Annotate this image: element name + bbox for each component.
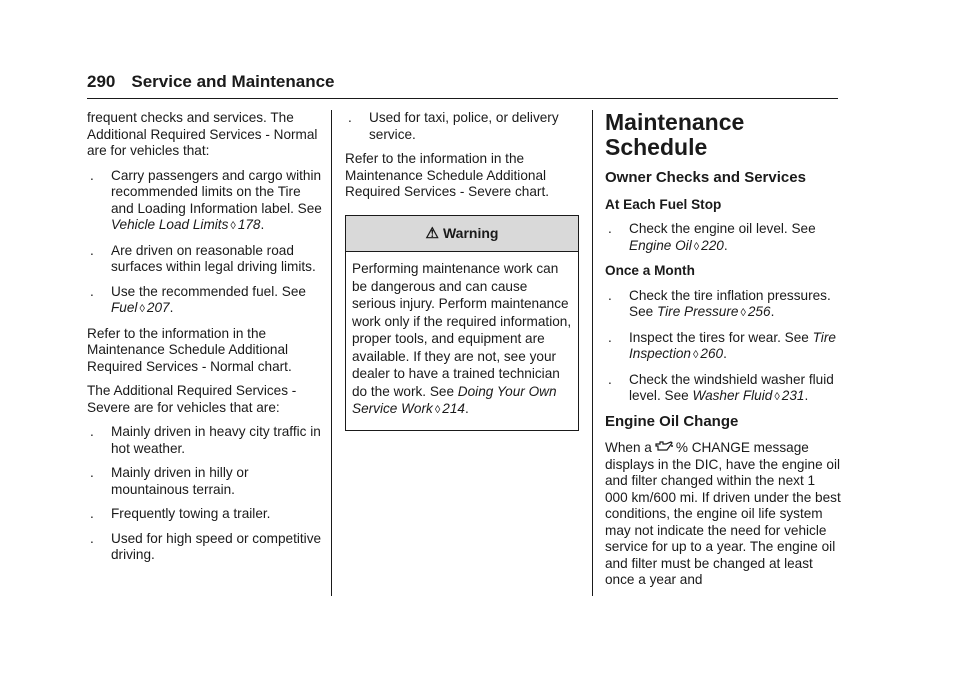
list-item: . Check the windshield washer fluid level. See Washer Fluid ◊ 231. bbox=[605, 372, 841, 406]
bullet: . bbox=[90, 465, 94, 480]
bullet: . bbox=[608, 287, 612, 303]
warning-header bbox=[346, 216, 578, 253]
paragraph: Refer to the information in the Maintenance Schedule Additional Required Services - Severe chart. bbox=[345, 151, 549, 199]
cross-reference-link[interactable]: Vehicle Load Limits bbox=[111, 217, 229, 232]
page-reference[interactable]: 260 bbox=[700, 346, 724, 361]
cross-reference-link[interactable]: Washer Fluid bbox=[692, 388, 773, 403]
oil-change-body: displays in the DIC, have the engine oil and filter changed within the next 1 000 km/600 mi. If driven under the best conditions, the engine oil life system may not indicate the need for vehicle service for up to a year. The engine oil and filter must be changed at least once a year and bbox=[605, 456, 841, 587]
oil-change-paragraph: When a % CHANGE message bbox=[605, 440, 809, 455]
subsection-heading: Once a Month bbox=[605, 263, 695, 278]
header-rule bbox=[87, 98, 838, 99]
column-2 bbox=[345, 110, 579, 431]
page-arrow-icon: ◊ bbox=[693, 240, 700, 253]
section-heading: Engine Oil Change bbox=[605, 412, 739, 430]
section-title: Service and Maintenance bbox=[131, 72, 335, 91]
page-arrow-icon: ◊ bbox=[692, 349, 699, 361]
section-heading: Owner Checks and Services bbox=[605, 169, 806, 186]
cross-reference-link[interactable]: Doing Your Own Service Work bbox=[352, 383, 557, 416]
cross-reference-link[interactable]: Engine Oil bbox=[629, 237, 692, 253]
cross-reference-link[interactable]: Tire Pressure bbox=[656, 304, 739, 319]
bullet: . bbox=[90, 167, 94, 183]
page-reference[interactable]: 220 bbox=[701, 237, 724, 253]
list-item: . Are driven on reasonable road surfaces within legal driving limits. bbox=[87, 243, 323, 276]
column-divider bbox=[331, 110, 332, 596]
list-item: . Used for high speed or competitive driving. bbox=[87, 531, 323, 564]
list-item: . Carry passengers and cargo within recommended limits on the Tire and Loading Information label. See Vehicle Load Limits ◊ 178. bbox=[87, 168, 323, 235]
page-arrow-icon: ◊ bbox=[774, 391, 780, 403]
paragraph: The Additional Required Services - Severe are for vehicles that are: bbox=[87, 383, 297, 415]
bullet: . bbox=[608, 329, 612, 345]
bullet: . bbox=[90, 283, 94, 299]
bullet: . bbox=[608, 371, 612, 387]
column-divider bbox=[592, 110, 593, 596]
bullet: . bbox=[90, 530, 94, 546]
list-item: . Inspect the tires for wear. See Tire Inspection ◊ 260. bbox=[605, 330, 841, 364]
page-arrow-icon: ◊ bbox=[740, 307, 746, 319]
cross-reference-link[interactable]: Tire Inspection bbox=[629, 329, 836, 361]
bullet: . bbox=[90, 424, 94, 439]
warning-body: Performing maintenance work can be dangerous and can cause serious injury. Perform maintenance work only if the required information, proper tools, and equipment are available. If they are not, see your dealer to have a trained technician do the work. See Doing Your Own Service Work ◊ 214. bbox=[352, 261, 572, 416]
bullet: . bbox=[90, 506, 94, 521]
page-reference[interactable]: 214 bbox=[442, 401, 465, 416]
warning-box bbox=[345, 215, 579, 431]
chapter-heading: Maintenance Schedule bbox=[605, 109, 745, 160]
list-item: . Use the recommended fuel. See Fuel ◊ 207. bbox=[87, 284, 323, 318]
list-item: . Used for taxi, police, or delivery service. bbox=[345, 110, 579, 143]
subsection-heading: At Each Fuel Stop bbox=[605, 196, 722, 212]
list-item: . Check the engine oil level. See Engine Oil ◊ 220. bbox=[605, 221, 841, 255]
page-header bbox=[87, 72, 335, 92]
oil-can-icon bbox=[655, 440, 673, 457]
page-number: 290 bbox=[87, 72, 116, 91]
bullet: . bbox=[608, 221, 612, 236]
column-1 bbox=[87, 110, 323, 572]
bullet: . bbox=[90, 242, 94, 258]
warning-icon: ⚠ bbox=[425, 224, 439, 242]
page-reference[interactable]: 207 bbox=[146, 300, 170, 315]
list-item: . Mainly driven in heavy city traffic in hot weather. bbox=[87, 424, 323, 457]
page-reference[interactable]: 231 bbox=[781, 388, 805, 403]
cross-reference-link[interactable]: Fuel bbox=[111, 300, 138, 315]
column-3 bbox=[605, 110, 841, 597]
page-reference[interactable]: 256 bbox=[747, 304, 771, 319]
paragraph: Refer to the information in the Maintenance Schedule Additional Required Services - Normal chart. bbox=[87, 325, 292, 374]
list-item: . Frequently towing a trailer. bbox=[87, 506, 323, 523]
page-reference[interactable]: 178 bbox=[237, 217, 261, 232]
page-arrow-icon: ◊ bbox=[230, 220, 236, 232]
page-arrow-icon: ◊ bbox=[434, 404, 441, 416]
list-item: . Check the tire inflation pressures. See Tire Pressure ◊ 256. bbox=[605, 288, 841, 322]
warning-title: Warning bbox=[442, 224, 499, 241]
list-item: . Mainly driven in hilly or mountainous terrain. bbox=[87, 465, 323, 498]
bullet: . bbox=[348, 110, 352, 125]
page-arrow-icon: ◊ bbox=[139, 303, 145, 315]
intro-paragraph: frequent checks and services. The Additional Required Services - Normal are for vehicles that: bbox=[87, 110, 318, 158]
